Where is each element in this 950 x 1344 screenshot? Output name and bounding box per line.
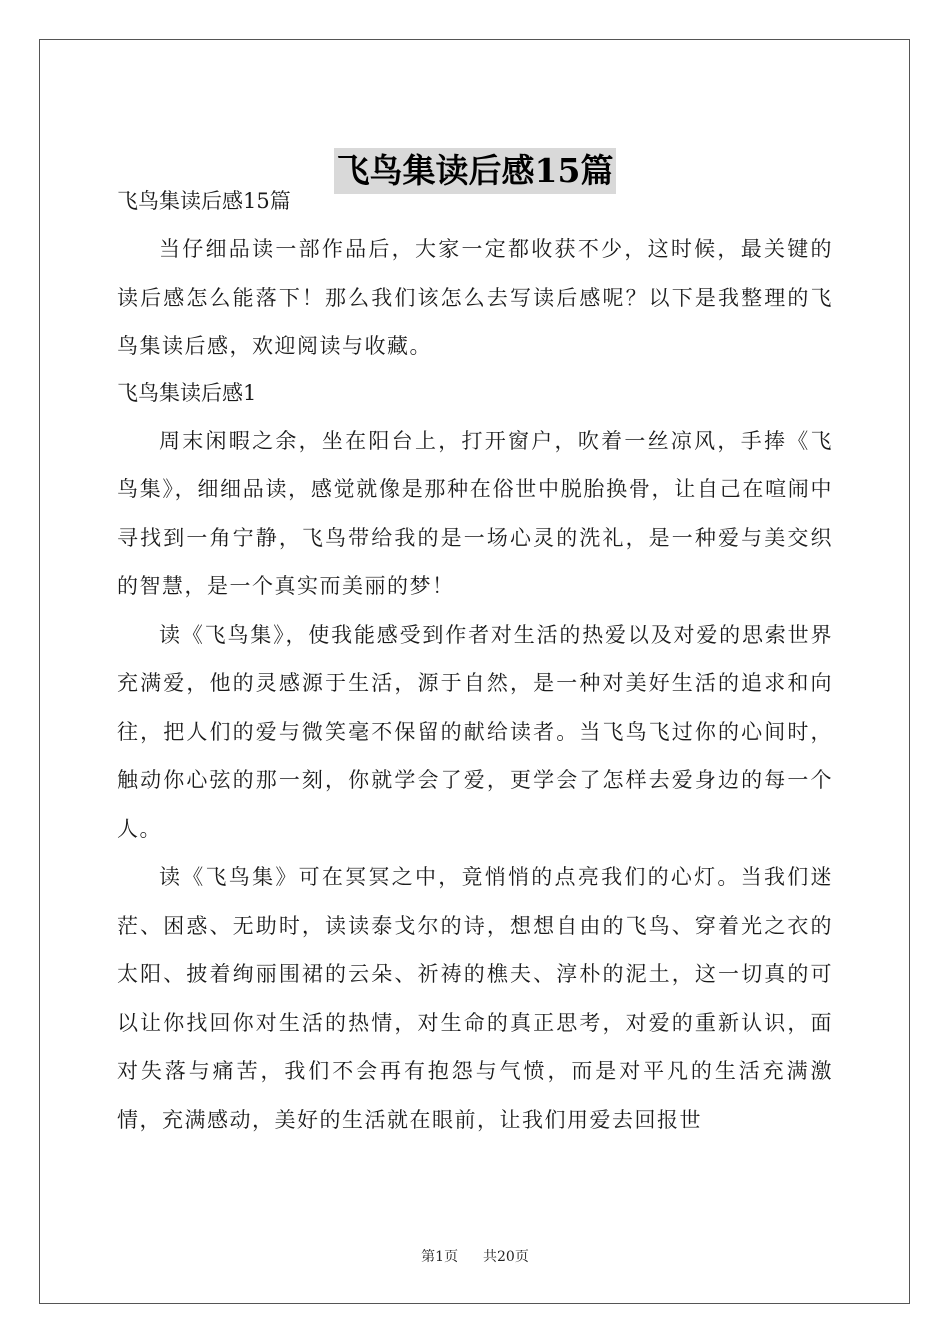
intro-paragraph: 当仔细品读一部作品后，大家一定都收获不少，这时候，最关键的读后感怎么能落下！那么我们该怎么去写读后感呢？以下是我整理的飞鸟集读后感，欢迎阅读与收藏。 bbox=[117, 237, 833, 358]
document-body bbox=[117, 179, 833, 1144]
body-paragraph-2: 读《飞鸟集》，使我能感受到作者对生活的热爱以及对爱的思索世界充满爱，他的灵感源于生活，源于自然，是一种对美好生活的追求和向往，把人们的爱与微笑毫不保留的献给读者。当飞鸟飞过你的心间时，触动你心弦的那一刻，你就学会了爱，更学会了怎样去爱身边的每一个人。 bbox=[117, 622, 833, 841]
page-footer bbox=[0, 1246, 950, 1266]
section-heading: 飞鸟集读后感1 bbox=[117, 380, 257, 405]
document-subtitle: 飞鸟集读后感15篇 bbox=[117, 189, 291, 213]
page-number: 第1页 bbox=[421, 1249, 459, 1265]
page-total: 共20页 bbox=[483, 1249, 529, 1265]
body-paragraph-1: 周末闲暇之余，坐在阳台上，打开窗户，吹着一丝凉风，手捧《飞鸟集》，细细品读，感觉就像是那种在俗世中脱胎换骨，让自己在喧闹中寻找到一角宁静，飞鸟带给我的是一场心灵的洗礼，是一种爱与美交织的智慧，是一个真实而美丽的梦！ bbox=[117, 428, 833, 598]
body-paragraph-3: 读《飞鸟集》可在冥冥之中，竟悄悄的点亮我们的心灯。当我们迷茫、困惑、无助时，读读泰戈尔的诗，想想自由的飞鸟、穿着光之衣的太阳、披着绚丽围裙的云朵、祈祷的樵夫、淳朴的泥土，这一切真的可以让你找回你对生活的热情，对生命的真正思考，对爱的重新认识，面对失落与痛苦，我们不会再有抱怨与气愤，而是对平凡的生活充满激情，充满感动，美好的生活就在眼前，让我们用爱去回报世 bbox=[117, 865, 833, 1132]
document-title: 飞鸟集读后感15篇 bbox=[334, 148, 617, 194]
